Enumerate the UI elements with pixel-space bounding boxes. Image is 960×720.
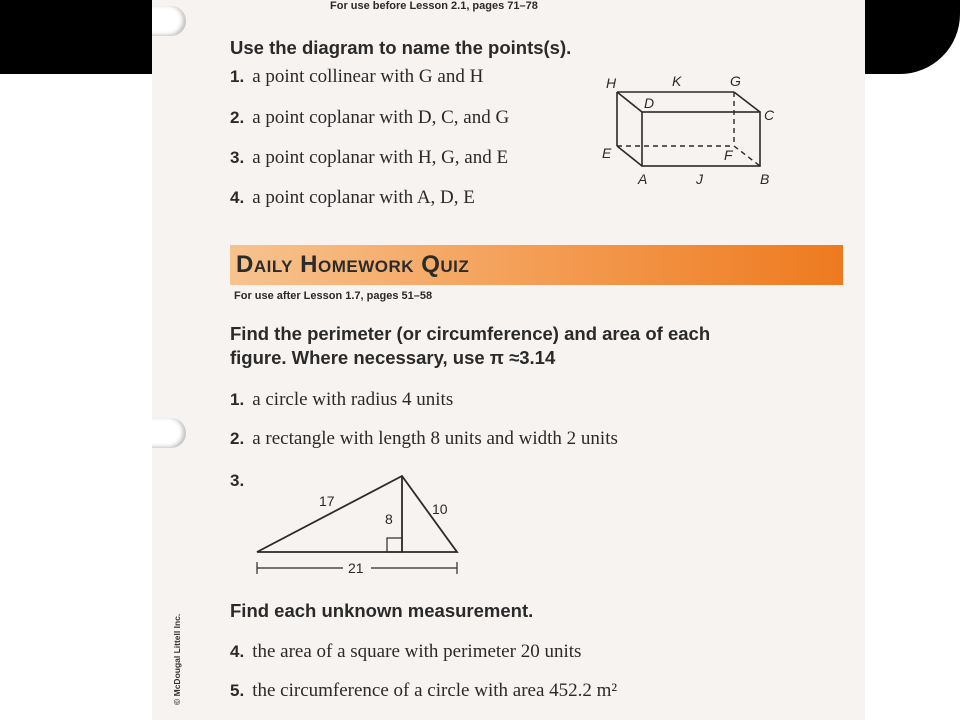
item-text: the circumference of a circle with area 452.2 m²: [252, 680, 618, 701]
quiz-title: Daily Homework Quiz: [236, 251, 470, 278]
binder-hole-middle: [152, 418, 186, 448]
front-face: [642, 112, 760, 166]
label-side-17: 17: [319, 493, 335, 509]
quiz-heading-line2: figure. Where necessary, use π ≈3.14: [230, 347, 556, 368]
label-f: F: [724, 147, 733, 163]
top-lesson-note: For use before Lesson 2.1, pages 71–78: [330, 0, 538, 12]
item-text: a rectangle with length 8 units and width 2 units: [252, 428, 618, 449]
label-c: C: [764, 107, 775, 123]
item-text: the area of a square with perimeter 20 units: [252, 641, 582, 662]
item-number: 3.: [230, 471, 245, 490]
quiz-item-1: [230, 389, 453, 411]
quiz-heading2: Find each unknown measurement.: [230, 600, 534, 621]
item-number: 3.: [230, 148, 245, 167]
section1-item-1: [230, 66, 483, 88]
label-a: A: [638, 171, 648, 187]
item-number: 1.: [230, 390, 245, 409]
item-number: 5.: [230, 681, 245, 700]
triangle: [257, 476, 457, 552]
label-base-21: 21: [348, 560, 364, 576]
item-number: 4.: [230, 188, 245, 207]
binder-hole-top: [152, 6, 186, 36]
item-text: a point coplanar with D, C, and G: [252, 107, 510, 128]
right-angle-mark: [387, 538, 402, 552]
item-text: a point coplanar with A, D, E: [252, 187, 475, 208]
item-number: 1.: [230, 67, 245, 86]
copyright-notice: © McDougal Littell Inc.: [172, 613, 182, 705]
quiz-heading-line1: Find the perimeter (or circumference) and area of each: [230, 323, 711, 344]
section1-item-2: [230, 107, 509, 129]
label-height-8: 8: [385, 511, 393, 527]
label-e: E: [602, 145, 612, 161]
item-number: 2.: [230, 108, 245, 127]
item-number: 2.: [230, 429, 245, 448]
quiz-item-5: [230, 680, 617, 702]
triangle-figure: [247, 470, 472, 580]
label-b: B: [760, 171, 770, 187]
black-bar-left: [0, 0, 152, 74]
item-text: a point coplanar with H, G, and E: [252, 147, 509, 168]
label-d: D: [644, 95, 655, 111]
item-number: 4.: [230, 642, 245, 661]
label-j: J: [696, 171, 703, 187]
label-k: K: [672, 73, 682, 89]
black-bar-right: [865, 0, 960, 74]
prism-diagram: [592, 70, 792, 195]
section1-item-3: [230, 147, 508, 169]
label-g: G: [730, 73, 741, 89]
item-text: a point collinear with G and H: [252, 66, 484, 87]
edge-ea: [617, 146, 642, 166]
quiz-item-2: [230, 428, 618, 450]
item-text: a circle with radius 4 units: [252, 389, 454, 410]
hidden-edge-fb: [734, 146, 760, 166]
section1-item-4: [230, 187, 475, 209]
edge-gc: [734, 92, 760, 112]
worksheet-page: [152, 0, 865, 720]
quiz-item-4: [230, 641, 581, 663]
label-h: H: [606, 75, 617, 91]
quiz-banner: [230, 245, 843, 285]
edge-hd: [617, 92, 642, 112]
label-side-10: 10: [432, 501, 448, 517]
quiz-lesson-note: For use after Lesson 1.7, pages 51–58: [234, 290, 433, 302]
section1-heading: Use the diagram to name the points(s).: [230, 37, 572, 58]
